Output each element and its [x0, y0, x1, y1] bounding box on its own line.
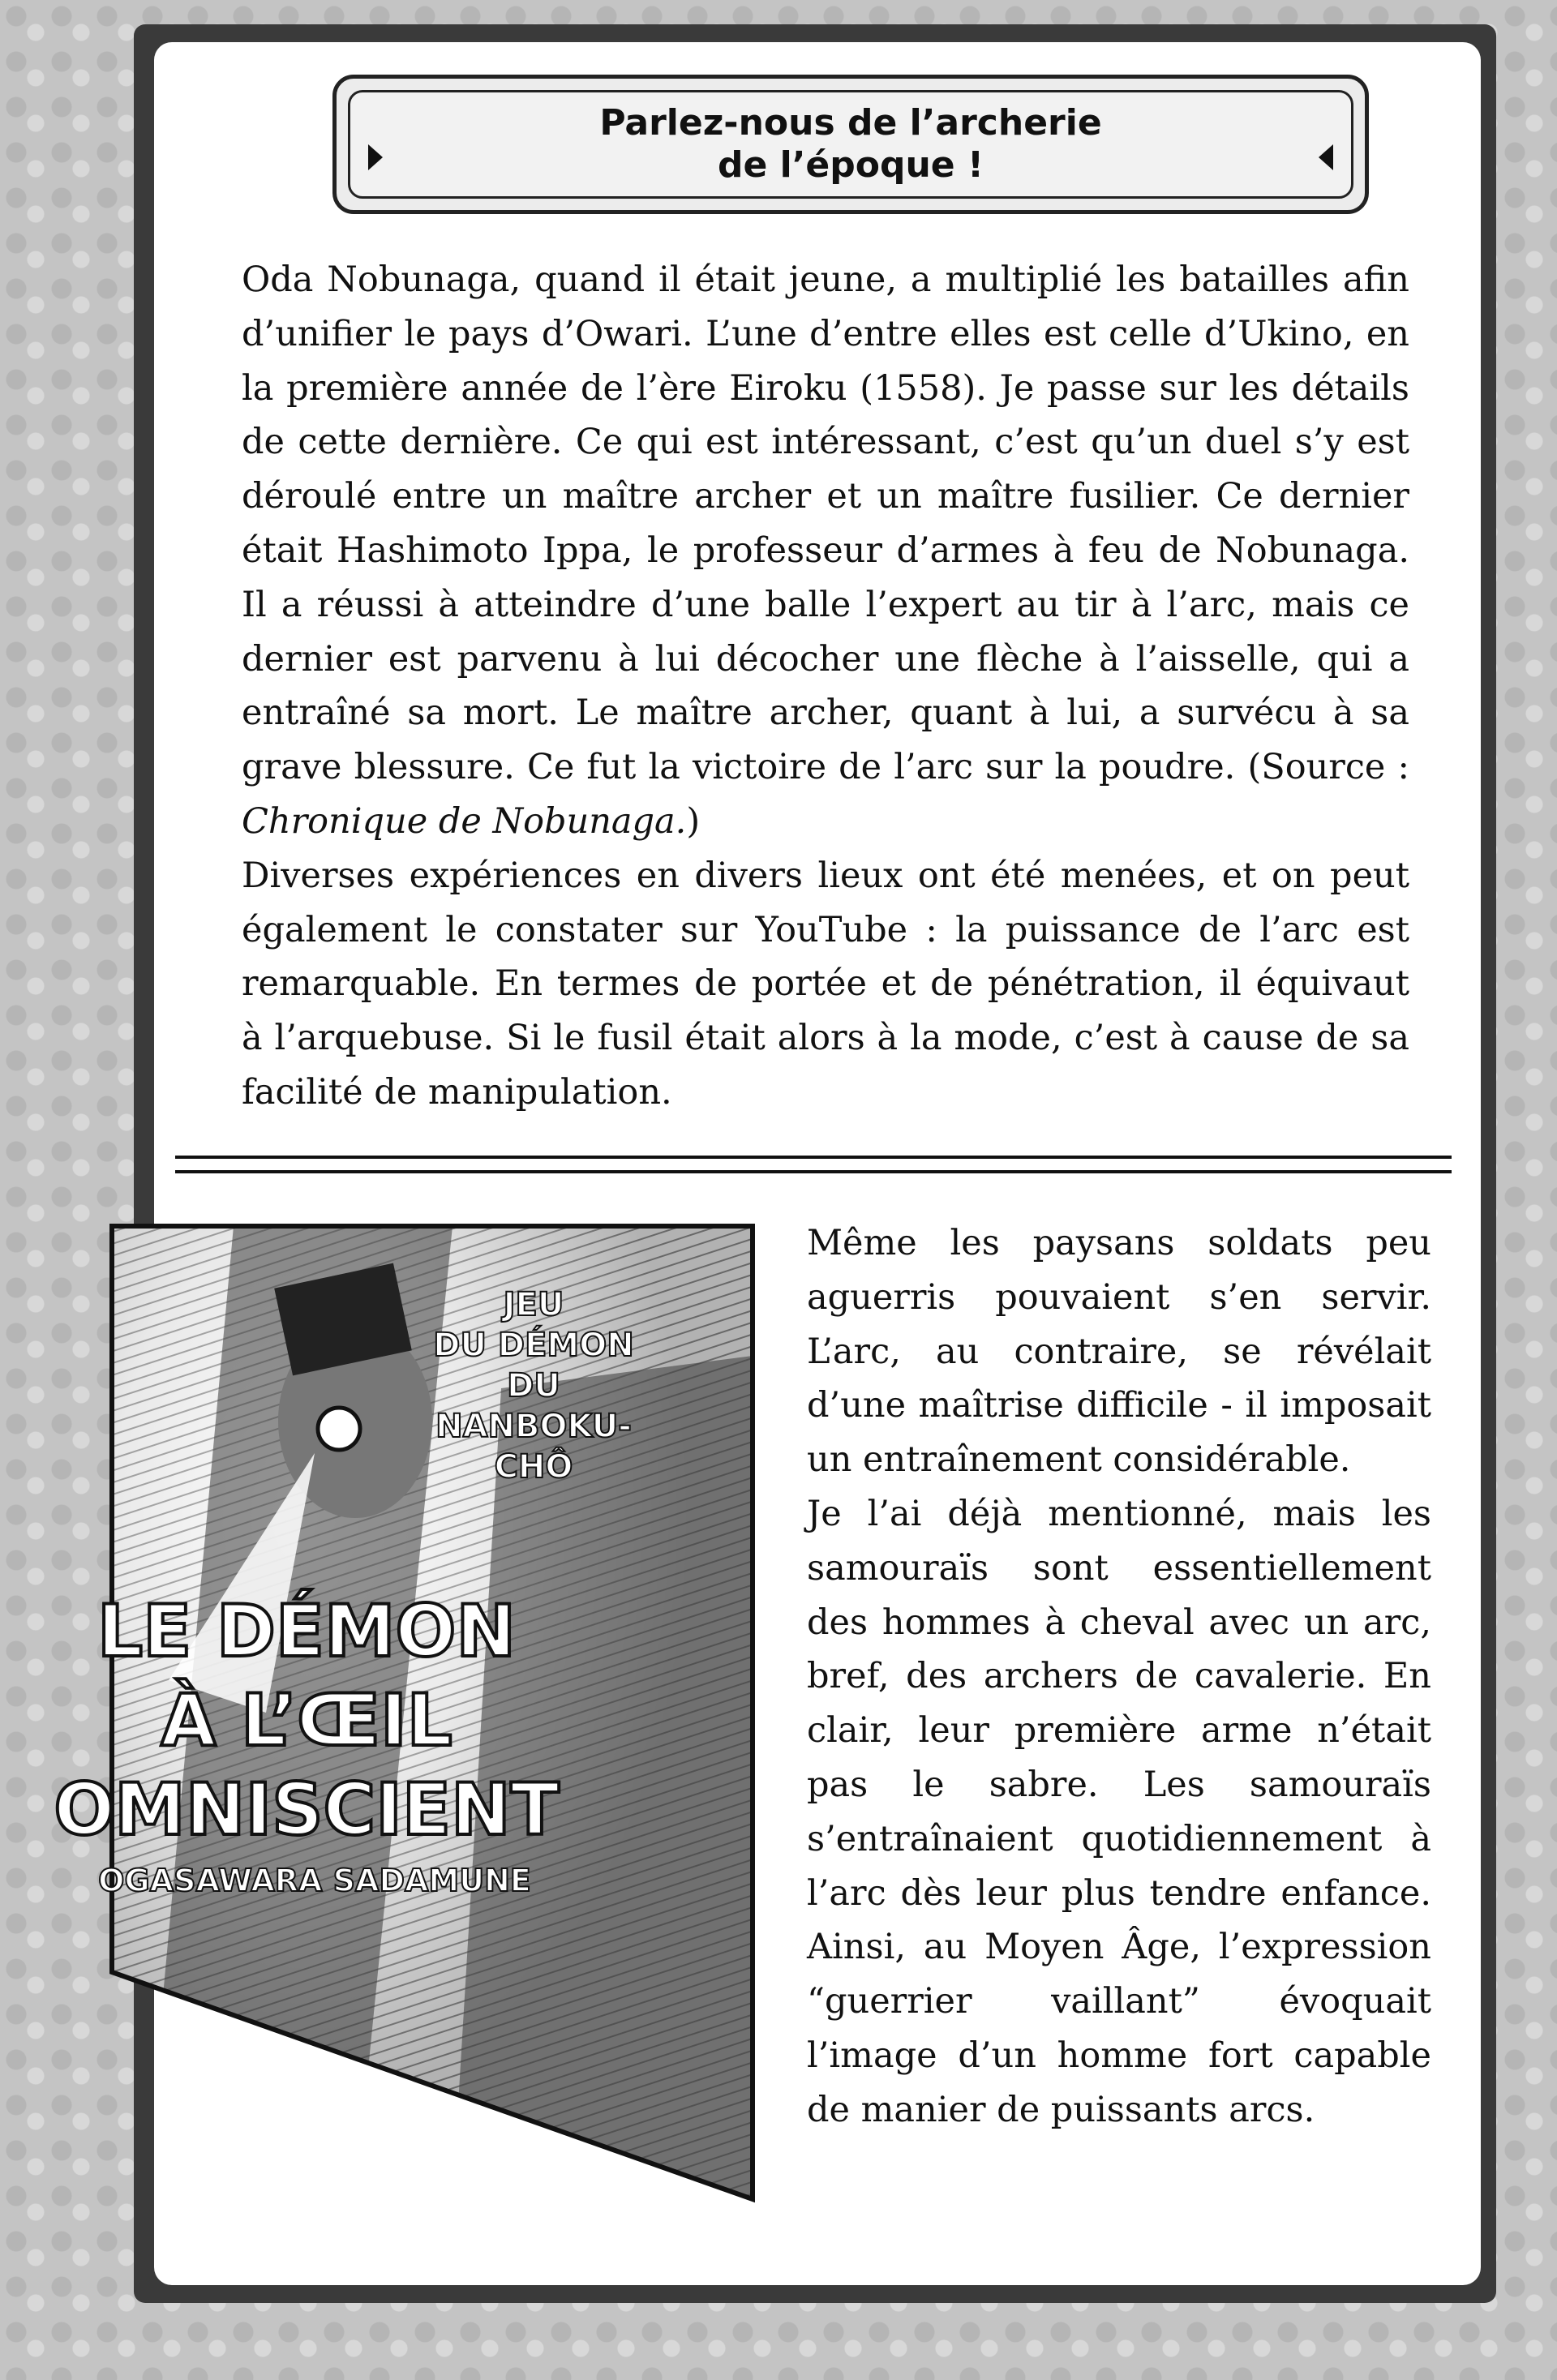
main-caption-3: OMNISCIENT — [54, 1768, 560, 1851]
side-caption-3: DU — [507, 1367, 560, 1404]
intro-paragraph-1 — [242, 253, 1409, 849]
intro-text — [242, 253, 1409, 1120]
side-text — [807, 1216, 1431, 2138]
source-title: Chronique de Nobunaga. — [242, 800, 687, 842]
character-name: OGASAWARA SADAMUNE — [98, 1863, 531, 1898]
title-line-1: Parlez-nous de l’archerie — [599, 102, 1102, 144]
section-divider — [175, 1156, 1452, 1173]
triangle-right-icon — [368, 144, 383, 170]
manga-illustration — [54, 1226, 753, 2199]
side-caption-5: CHÔ — [494, 1448, 573, 1486]
side-paragraph-2: Je l’ai déjà mentionné, mais les samouraïs sont essentiellement des hommes à cheval avec un arc, bref, des archers de cavalerie. En clair, leur première arme n’était pas le sabre. Les samouraïs s’entraînaient quotidiennement à l’arc dès leur plus tendre enfance. Ainsi, au Moyen Âge, l’expression “guerrier vaillant” évoquait l’image d’un homme fort capable de manier de puissants arcs. — [807, 1493, 1431, 2130]
side-caption-2: DU DÉMON — [433, 1327, 634, 1364]
title-inner — [348, 90, 1353, 199]
title-line-2: de l’époque ! — [717, 144, 984, 186]
side-paragraph-1: Même les paysans soldats peu aguerris pouvaient s’en servir. L’arc, au contraire, se révélait d’une maîtrise difficile - il imposait un entraînement considérable. — [807, 1223, 1431, 1481]
intro-paragraph-2: Diverses expériences en divers lieux ont été menées, et on peut également le constater sur YouTube : la puissance de l’arc est remarquable. En termes de portée et de pénétration, il équivaut à l’arquebuse. Si le fusil était alors à la mode, c’est à cause de sa facilité de manipulation. — [242, 855, 1409, 1113]
main-caption-2: À L’ŒIL — [161, 1679, 453, 1762]
title-banner — [332, 75, 1369, 214]
intro-text-main: Oda Nobunaga, quand il était jeune, a multiplié les batailles afin d’unifier le pays d’Owari. L’une d’entre elles est celle d’Ukino, en la première année de l’ère Eiroku (1558). Je passe sur les détails de cette dernière. Ce qui est intéressant, c’est qu’un duel s’y est déroulé entre un maître archer et un maître fusilier. Ce dernier était Hashimoto Ippa, le professeur d’armes à feu de Nobunaga. Il a réussi à atteindre d’une balle l’expert au tir à l’arc, mais ce dernier est parvenu à lui décocher une flèche à l’aisselle, qui a entraîné sa mort. Le maître archer, quant à lui, a survécu à sa grave blessure. Ce fut la victoire de l’arc sur la poudre. (Source : — [242, 259, 1409, 788]
side-caption-4: NANBOKU- — [435, 1408, 632, 1445]
triangle-left-icon — [1319, 144, 1333, 170]
main-caption-1: LE DÉMON — [97, 1589, 517, 1673]
intro-text-close: ) — [686, 800, 701, 842]
side-caption-1: JEU — [503, 1286, 564, 1323]
